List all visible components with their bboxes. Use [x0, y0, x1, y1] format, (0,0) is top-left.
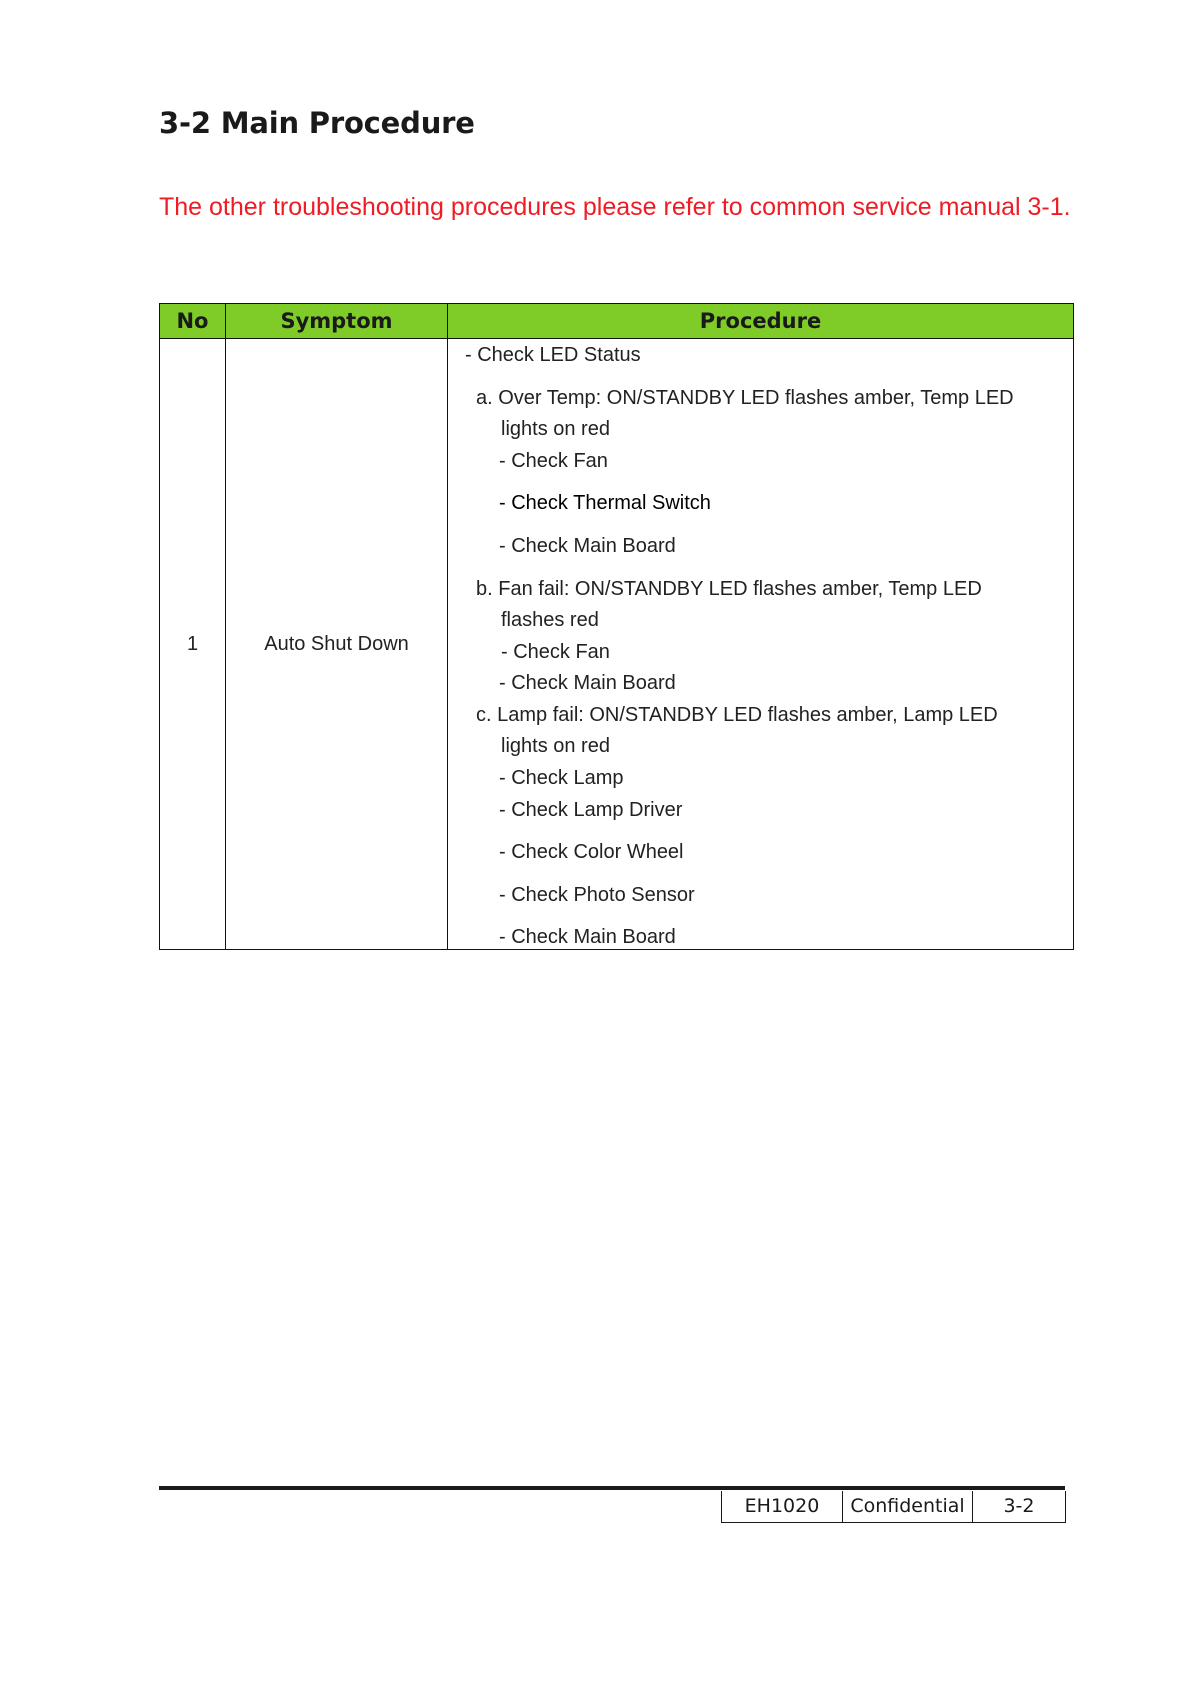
header-no: No: [160, 304, 226, 339]
row-number: 1: [160, 339, 226, 950]
footer-rule: [159, 1486, 1065, 1490]
procedure-line: - Check Main Board: [499, 535, 676, 557]
header-procedure: Procedure: [448, 304, 1074, 339]
reference-note: The other troubleshooting procedures please refer to common service manual 3-1.: [159, 193, 1071, 221]
procedure-line: lights on red: [501, 735, 610, 757]
procedure-line: - Check Main Board: [499, 926, 676, 948]
footer-confidential: Confidential: [842, 1491, 973, 1523]
procedure-line: lights on red: [501, 418, 610, 440]
procedure-line: - Check Fan: [499, 450, 608, 472]
table-header-row: [160, 304, 1074, 339]
procedure-line: - Check Lamp: [499, 767, 624, 789]
procedure-line: - Check Photo Sensor: [499, 884, 695, 906]
page-title: 3-2 Main Procedure: [159, 106, 475, 140]
footer-model: EH1020: [721, 1491, 843, 1523]
procedure-line: - Check Main Board: [499, 672, 676, 694]
procedure-line: - Check Lamp Driver: [499, 799, 683, 821]
procedure-line: - Check Fan: [501, 641, 610, 663]
procedure-line: c. Lamp fail: ON/STANDBY LED flashes amber, Lamp LED: [476, 704, 998, 726]
procedure-line: - Check LED Status: [465, 344, 641, 366]
header-symptom: Symptom: [226, 304, 448, 339]
row-symptom: Auto Shut Down: [226, 339, 448, 950]
procedure-line: a. Over Temp: ON/STANDBY LED flashes amber, Temp LED: [476, 387, 1014, 409]
procedure-line: b. Fan fail: ON/STANDBY LED flashes amber, Temp LED: [476, 578, 982, 600]
procedure-line: - Check Thermal Switch: [499, 492, 711, 514]
footer-page-number: 3-2: [972, 1491, 1066, 1523]
procedure-line: flashes red: [501, 609, 599, 631]
procedure-line: - Check Color Wheel: [499, 841, 684, 863]
